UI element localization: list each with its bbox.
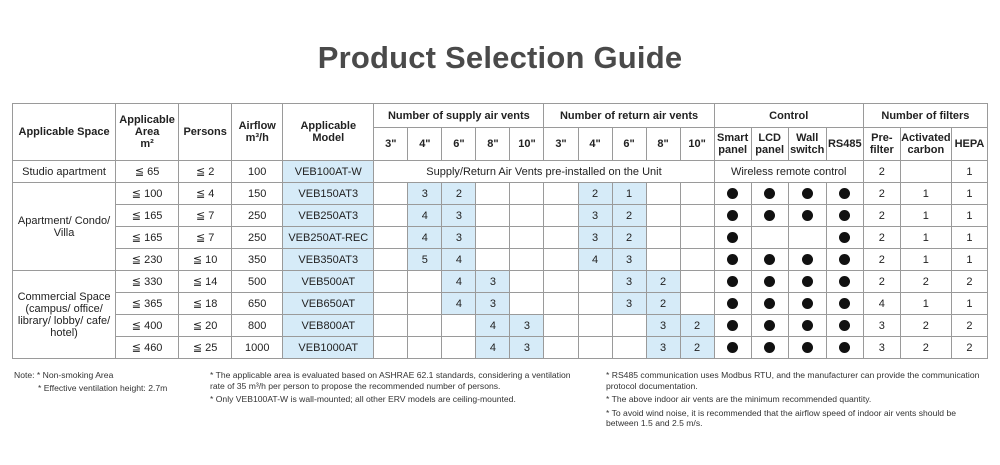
area-cell: ≦ 100 <box>116 183 179 205</box>
control-cell <box>788 227 826 249</box>
supply-vent-cell <box>374 227 408 249</box>
control-cell <box>751 183 788 205</box>
supply-vent-cell <box>510 205 544 227</box>
control-cell <box>714 315 751 337</box>
supported-dot-icon <box>727 276 738 287</box>
filter-cell: 2 <box>951 337 987 359</box>
return-vent-cell: 2 <box>680 337 714 359</box>
supply-vent-cell: 4 <box>408 205 442 227</box>
area-cell: ≦ 365 <box>116 293 179 315</box>
supply-vent-cell: 3 <box>510 315 544 337</box>
supply-vent-cell <box>374 315 408 337</box>
filter-cell: 4 <box>863 293 900 315</box>
supply-vent-cell <box>408 337 442 359</box>
return-vent-cell <box>612 315 646 337</box>
header-vent-size: 4" <box>578 128 612 161</box>
return-vent-cell <box>544 315 578 337</box>
filter-cell: 2 <box>951 271 987 293</box>
model-cell: VEB150AT3 <box>283 183 374 205</box>
table-row <box>13 205 988 227</box>
supported-dot-icon <box>764 276 775 287</box>
header-filters: Number of filters <box>863 104 987 128</box>
page-title: Product Selection Guide <box>317 40 683 75</box>
filter-cell: 3 <box>863 315 900 337</box>
control-cell <box>714 271 751 293</box>
control-cell <box>788 183 826 205</box>
control-cell <box>714 227 751 249</box>
supported-dot-icon <box>802 276 813 287</box>
filter-cell: 2 <box>863 249 900 271</box>
control-cell <box>751 227 788 249</box>
space-cell: Studio apartment <box>13 161 116 183</box>
control-cell <box>714 205 751 227</box>
airflow-cell: 150 <box>232 183 283 205</box>
return-vent-cell: 2 <box>612 205 646 227</box>
note-text: * The above indoor air vents are the minimum recommended quantity. <box>606 394 872 404</box>
supply-vent-cell: 3 <box>442 205 476 227</box>
control-cell <box>714 337 751 359</box>
supply-vent-cell: 4 <box>442 249 476 271</box>
header-filter-type: Pre- filter <box>863 128 900 161</box>
supported-dot-icon <box>839 210 850 221</box>
area-cell: ≦ 400 <box>116 315 179 337</box>
supported-dot-icon <box>839 342 850 353</box>
return-vent-cell: 3 <box>578 227 612 249</box>
return-vent-cell <box>578 271 612 293</box>
supply-vent-cell <box>510 271 544 293</box>
supported-dot-icon <box>802 298 813 309</box>
persons-cell: ≦ 10 <box>179 249 232 271</box>
supply-vent-cell <box>510 227 544 249</box>
header-filter-type: Activated carbon <box>900 128 951 161</box>
control-cell <box>751 337 788 359</box>
airflow-cell: 250 <box>232 227 283 249</box>
return-vent-cell <box>544 271 578 293</box>
table-row <box>13 293 988 315</box>
return-vent-cell <box>646 249 680 271</box>
supply-vent-cell: 5 <box>408 249 442 271</box>
return-vent-cell <box>646 183 680 205</box>
persons-cell: ≦ 7 <box>179 227 232 249</box>
supported-dot-icon <box>839 320 850 331</box>
supply-vent-cell <box>510 293 544 315</box>
supply-vent-cell <box>476 183 510 205</box>
return-vent-cell: 3 <box>646 315 680 337</box>
header-filter-type: HEPA <box>951 128 987 161</box>
filter-cell: 2 <box>863 227 900 249</box>
supported-dot-icon <box>764 210 775 221</box>
model-cell: VEB250AT3 <box>283 205 374 227</box>
return-vent-cell: 2 <box>578 183 612 205</box>
supply-vent-cell <box>476 205 510 227</box>
control-cell <box>788 205 826 227</box>
supply-vent-cell <box>408 315 442 337</box>
return-vent-cell <box>578 293 612 315</box>
return-vent-cell <box>646 227 680 249</box>
model-cell: VEB650AT <box>283 293 374 315</box>
area-cell: ≦ 65 <box>116 161 179 183</box>
control-cell <box>826 293 863 315</box>
filter-cell: 2 <box>863 183 900 205</box>
supply-vent-cell <box>408 271 442 293</box>
airflow-cell: 1000 <box>232 337 283 359</box>
return-vent-cell: 3 <box>646 337 680 359</box>
supply-vent-cell <box>374 205 408 227</box>
control-cell <box>788 249 826 271</box>
filter-cell: 2 <box>900 315 951 337</box>
table-row <box>13 161 988 183</box>
control-note-cell: Wireless remote control <box>714 161 863 183</box>
control-cell <box>714 293 751 315</box>
note-text: Note: * Non-smoking Area <box>14 370 114 380</box>
supported-dot-icon <box>727 298 738 309</box>
header-vent-size: 3" <box>544 128 578 161</box>
return-vent-cell <box>578 337 612 359</box>
table-row <box>13 337 988 359</box>
control-cell <box>751 249 788 271</box>
return-vent-cell <box>680 205 714 227</box>
header-vent-size: 6" <box>612 128 646 161</box>
supported-dot-icon <box>727 210 738 221</box>
supply-vent-cell <box>442 315 476 337</box>
filter-cell: 2 <box>900 337 951 359</box>
control-cell <box>826 205 863 227</box>
control-cell <box>826 337 863 359</box>
return-vent-cell <box>612 337 646 359</box>
header-control-type: Wall switch <box>788 128 826 161</box>
return-vent-cell: 3 <box>578 205 612 227</box>
supported-dot-icon <box>802 188 813 199</box>
model-cell: VEB250AT-REC <box>283 227 374 249</box>
product-selection-table <box>12 103 988 359</box>
model-cell: VEB100AT-W <box>283 161 374 183</box>
note-text: * RS485 communication uses Modbus RTU, and the manufacturer can provide the communication protocol documentation. <box>606 370 980 391</box>
table-row <box>13 227 988 249</box>
header-control: Control <box>714 104 863 128</box>
return-vent-cell: 4 <box>578 249 612 271</box>
return-vent-cell <box>544 337 578 359</box>
control-cell <box>751 315 788 337</box>
note-text: * To avoid wind noise, it is recommended that the airflow speed of indoor air vents should be between 1.5 and 2.5 m/s. <box>606 407 956 428</box>
airflow-cell: 500 <box>232 271 283 293</box>
header-applicable-space: Applicable Space <box>13 104 116 161</box>
header-control-type: RS485 <box>826 128 863 161</box>
header-vent-size: 3" <box>374 128 408 161</box>
return-vent-cell <box>544 249 578 271</box>
table-row <box>13 249 988 271</box>
supply-vent-cell: 3 <box>476 271 510 293</box>
model-cell: VEB500AT <box>283 271 374 293</box>
supported-dot-icon <box>764 298 775 309</box>
supply-vent-cell <box>510 249 544 271</box>
header-supply-vents: Number of supply air vents <box>374 104 544 128</box>
notes-col-2 <box>210 370 582 408</box>
return-vent-cell: 1 <box>612 183 646 205</box>
supported-dot-icon <box>839 298 850 309</box>
persons-cell: ≦ 18 <box>179 293 232 315</box>
filter-cell: 2 <box>863 205 900 227</box>
persons-cell: ≦ 4 <box>179 183 232 205</box>
persons-cell: ≦ 20 <box>179 315 232 337</box>
header-control-type: Smart panel <box>714 128 751 161</box>
space-cell: Apartment/ Condo/ Villa <box>13 183 116 271</box>
area-cell: ≦ 460 <box>116 337 179 359</box>
header-airflow: Airflow m³/h <box>232 104 283 161</box>
supply-vent-cell <box>374 183 408 205</box>
control-cell <box>714 249 751 271</box>
control-cell <box>788 315 826 337</box>
header-control-type: LCD panel <box>751 128 788 161</box>
control-cell <box>751 205 788 227</box>
airflow-cell: 100 <box>232 161 283 183</box>
filter-cell: 1 <box>951 227 987 249</box>
control-cell <box>826 183 863 205</box>
filter-cell: 2 <box>951 315 987 337</box>
model-cell: VEB1000AT <box>283 337 374 359</box>
filter-cell: 2 <box>863 161 900 183</box>
filter-cell: 3 <box>863 337 900 359</box>
return-vent-cell <box>544 183 578 205</box>
filter-cell: 1 <box>900 293 951 315</box>
return-vent-cell <box>680 271 714 293</box>
supported-dot-icon <box>839 232 850 243</box>
return-vent-cell <box>680 293 714 315</box>
supported-dot-icon <box>727 320 738 331</box>
control-cell <box>788 293 826 315</box>
supported-dot-icon <box>727 342 738 353</box>
supply-vent-cell: 4 <box>442 293 476 315</box>
control-cell <box>751 293 788 315</box>
filter-cell: 2 <box>863 271 900 293</box>
space-cell: Commercial Space (campus/ office/ library/ lobby/ cafe/ hotel) <box>13 271 116 359</box>
header-vent-size: 4" <box>408 128 442 161</box>
model-cell: VEB350AT3 <box>283 249 374 271</box>
return-vent-cell <box>544 293 578 315</box>
supply-vent-cell: 3 <box>442 227 476 249</box>
return-vent-cell: 2 <box>646 293 680 315</box>
header-applicable-area: Applicable Area m² <box>116 104 179 161</box>
supported-dot-icon <box>764 188 775 199</box>
supported-dot-icon <box>802 210 813 221</box>
supply-vent-cell <box>374 249 408 271</box>
airflow-cell: 650 <box>232 293 283 315</box>
area-cell: ≦ 165 <box>116 205 179 227</box>
control-cell <box>714 183 751 205</box>
note-text: * Only VEB100AT-W is wall-mounted; all other ERV models are ceiling-mounted. <box>210 394 516 404</box>
supply-vent-cell: 4 <box>442 271 476 293</box>
header-persons: Persons <box>179 104 232 161</box>
supported-dot-icon <box>727 232 738 243</box>
filter-cell: 2 <box>900 271 951 293</box>
vents-note-cell: Supply/Return Air Vents pre-installed on the Unit <box>374 161 714 183</box>
filter-cell: 1 <box>900 227 951 249</box>
return-vent-cell <box>680 249 714 271</box>
header-vent-size: 10" <box>680 128 714 161</box>
area-cell: ≦ 230 <box>116 249 179 271</box>
supported-dot-icon <box>839 254 850 265</box>
filter-cell: 1 <box>900 183 951 205</box>
filter-cell: 1 <box>951 161 987 183</box>
filter-cell: 1 <box>951 249 987 271</box>
area-cell: ≦ 165 <box>116 227 179 249</box>
airflow-cell: 800 <box>232 315 283 337</box>
supply-vent-cell <box>374 271 408 293</box>
return-vent-cell <box>544 205 578 227</box>
filter-cell: 1 <box>951 205 987 227</box>
notes-col-3 <box>606 370 986 432</box>
table-row <box>13 271 988 293</box>
table-row <box>13 315 988 337</box>
return-vent-cell: 3 <box>612 271 646 293</box>
filter-cell: 1 <box>900 205 951 227</box>
notes-col-1 <box>14 370 204 396</box>
return-vent-cell: 2 <box>680 315 714 337</box>
control-cell <box>826 271 863 293</box>
supply-vent-cell <box>476 227 510 249</box>
airflow-cell: 350 <box>232 249 283 271</box>
supported-dot-icon <box>764 342 775 353</box>
filter-cell: 1 <box>951 183 987 205</box>
return-vent-cell <box>578 315 612 337</box>
supply-vent-cell: 4 <box>476 315 510 337</box>
note-text: * The applicable area is evaluated based on ASHRAE 62.1 standards, considering a ventilation rate of 35 m³/h per person to propose the recommended number of persons. <box>210 370 571 391</box>
supply-vent-cell: 4 <box>476 337 510 359</box>
supply-vent-cell: 2 <box>442 183 476 205</box>
control-cell <box>788 271 826 293</box>
control-cell <box>826 227 863 249</box>
supply-vent-cell <box>510 183 544 205</box>
return-vent-cell <box>544 227 578 249</box>
filter-cell: 1 <box>951 293 987 315</box>
control-cell <box>826 315 863 337</box>
supply-vent-cell: 3 <box>476 293 510 315</box>
supply-vent-cell: 3 <box>510 337 544 359</box>
header-return-vents: Number of return air vents <box>544 104 714 128</box>
supply-vent-cell <box>476 249 510 271</box>
control-cell <box>826 249 863 271</box>
supply-vent-cell <box>374 337 408 359</box>
supported-dot-icon <box>839 276 850 287</box>
supported-dot-icon <box>802 320 813 331</box>
supported-dot-icon <box>764 320 775 331</box>
filter-cell: 1 <box>900 249 951 271</box>
supply-vent-cell <box>408 293 442 315</box>
supported-dot-icon <box>802 254 813 265</box>
supported-dot-icon <box>802 342 813 353</box>
persons-cell: ≦ 25 <box>179 337 232 359</box>
filter-cell <box>900 161 951 183</box>
airflow-cell: 250 <box>232 205 283 227</box>
header-vent-size: 8" <box>646 128 680 161</box>
return-vent-cell: 3 <box>612 249 646 271</box>
control-cell <box>751 271 788 293</box>
supply-vent-cell <box>442 337 476 359</box>
table-row <box>13 183 988 205</box>
return-vent-cell: 2 <box>646 271 680 293</box>
note-text: * Effective ventilation height: 2.7m <box>38 382 168 393</box>
return-vent-cell <box>646 205 680 227</box>
supported-dot-icon <box>764 254 775 265</box>
control-cell <box>788 337 826 359</box>
model-cell: VEB800AT <box>283 315 374 337</box>
supply-vent-cell: 3 <box>408 183 442 205</box>
persons-cell: ≦ 2 <box>179 161 232 183</box>
return-vent-cell <box>680 183 714 205</box>
area-cell: ≦ 330 <box>116 271 179 293</box>
supported-dot-icon <box>727 188 738 199</box>
supply-vent-cell: 4 <box>408 227 442 249</box>
supported-dot-icon <box>839 188 850 199</box>
return-vent-cell: 3 <box>612 293 646 315</box>
supported-dot-icon <box>727 254 738 265</box>
header-vent-size: 8" <box>476 128 510 161</box>
return-vent-cell <box>680 227 714 249</box>
supply-vent-cell <box>374 293 408 315</box>
persons-cell: ≦ 14 <box>179 271 232 293</box>
return-vent-cell: 2 <box>612 227 646 249</box>
persons-cell: ≦ 7 <box>179 205 232 227</box>
header-vent-size: 6" <box>442 128 476 161</box>
header-applicable-model: Applicable Model <box>283 104 374 161</box>
header-vent-size: 10" <box>510 128 544 161</box>
